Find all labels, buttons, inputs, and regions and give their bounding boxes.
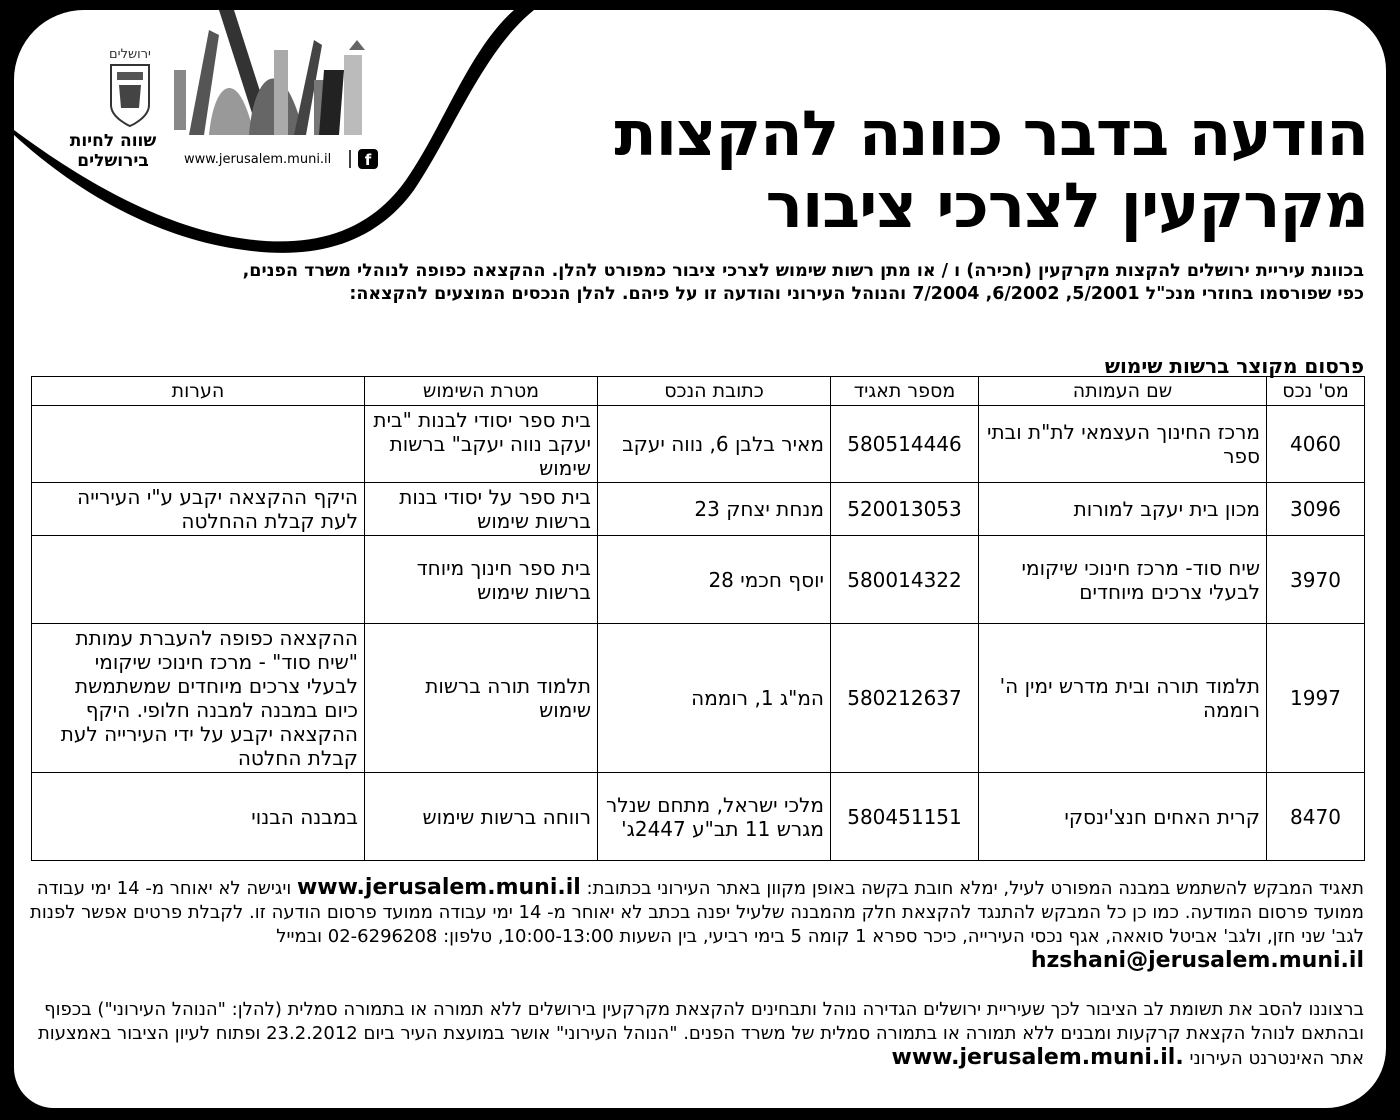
cell-corporation-number: 580212637	[831, 624, 979, 773]
cell-notes	[32, 406, 365, 483]
properties-table-wrapper	[31, 376, 1365, 861]
cell-purpose: תלמוד תורה ברשות שימוש	[365, 624, 598, 773]
intro-paragraph	[34, 260, 1364, 306]
table-row	[32, 624, 1365, 773]
cell-address: יוסף חכמי 28	[598, 536, 831, 624]
cell-association-name: מרכז החינוך העצמאי לת"ת ובתי ספר	[979, 406, 1267, 483]
table-header-row	[32, 377, 1365, 406]
table-heading: פרסום מקוצר ברשות שימוש	[1104, 354, 1364, 378]
col-corporation-number: מספר תאגיד	[831, 377, 979, 406]
col-association-name: שם העמותה	[979, 377, 1267, 406]
logo-city-name: ירושלים	[109, 47, 151, 62]
cell-property-number: 8470	[1267, 773, 1365, 861]
cell-property-number: 4060	[1267, 406, 1365, 483]
application-instructions-paragraph	[29, 876, 1364, 974]
cell-purpose: רווחה ברשות שימוש	[365, 773, 598, 861]
cell-association-name: מכון בית יעקב למורות	[979, 483, 1267, 536]
cell-notes: היקף ההקצאה יקבע ע"י העירייה לעת קבלת ההחלטה	[32, 483, 365, 536]
slogan-line2: בירושלים	[77, 151, 149, 171]
cell-association-name: שיח סוד- מרכז חינוכי שיקומי לבעלי צרכים מיוחדים	[979, 536, 1267, 624]
cell-notes: ההקצאה כפופה להעברת עמותת "שיח סוד" - מרכז חינוכי שיקומי לבעלי צרכים מיוחדים שמשתמשת כיום במבנה למבנה חלופי. היקף ההקצאה יקבע על ידי העירייה לעת קבלת החלטה	[32, 624, 365, 773]
title-line2: מקרקעין לצרכי ציבור	[765, 169, 1368, 242]
cell-address: מנחת יצחק 23	[598, 483, 831, 536]
cell-address: מאיר בלבן 6, נווה יעקב	[598, 406, 831, 483]
cell-address: המ"ג 1, רוממה	[598, 624, 831, 773]
title-line1: הודעה בדבר כוונה להקצות	[614, 97, 1368, 170]
contact-email-link[interactable]: hzshani@jerusalem.muni.il	[1030, 948, 1364, 973]
cell-corporation-number: 580451151	[831, 773, 979, 861]
cell-notes: במבנה הבנוי	[32, 773, 365, 861]
col-property-address: כתובת הנכס	[598, 377, 831, 406]
notice-frame	[14, 10, 1386, 1108]
application-website-link[interactable]: www.jerusalem.muni.il	[296, 875, 581, 900]
col-property-number: מס' נכס	[1267, 377, 1365, 406]
table-row	[32, 536, 1365, 624]
cell-corporation-number: 520013053	[831, 483, 979, 536]
cell-purpose: בית ספר יסודי לבנות "בית יעקב נווה יעקב" ברשות שימוש	[365, 406, 598, 483]
col-notes: הערות	[32, 377, 365, 406]
website-link[interactable]: www.jerusalem.muni.il	[184, 152, 332, 167]
cell-association-name: קרית האחים חנצ'ינסקי	[979, 773, 1267, 861]
cell-purpose: בית ספר על יסודי בנות ברשות שימוש	[365, 483, 598, 536]
cell-address: מלכי ישראל, מתחם שנלר מגרש 11 תב"ע 2447ג'	[598, 773, 831, 861]
slogan-line1: שווה לחיות	[69, 131, 157, 151]
facebook-glyph: f	[364, 151, 372, 169]
procedure-website-link[interactable]: www.jerusalem.muni.il.	[891, 1045, 1184, 1070]
page-title	[548, 98, 1368, 242]
properties-table	[31, 376, 1365, 861]
cell-notes	[32, 536, 365, 624]
table-row	[32, 483, 1365, 536]
cell-property-number: 1997	[1267, 624, 1365, 773]
p1-rest: ויגישה לא יאוחר מ- 14 ימי עבודה ממועד פרסום המודעה. כמו כן כל המבקש להתנגד להקצאת חלק מהמבנה שלעיל יפנה בכתב לא יאוחר מ- 14 ימי עבודה ממועד פרסום הודעה זו. לקבלת פרטים אפשר לפנות לגב' שני חזן, ולגב' אביטל סואאה, אגף נכסי העירייה, כיכר ספרא 1 קומה 5 בימי רביעי, בין השעות 10:00-13:00, טלפון: 02-6296208 ובמייל	[30, 878, 1364, 947]
cell-corporation-number: 580514446	[831, 406, 979, 483]
table-row	[32, 773, 1365, 861]
col-usage-purpose: מטרת השימוש	[365, 377, 598, 406]
cell-association-name: תלמוד תורה ובית מדרש ימין ה' רוממה	[979, 624, 1267, 773]
intro-line1: בכוונת עיריית ירושלים להקצות מקרקעין (חכירה) ו / או מתן רשות שימוש לצרכי ציבור כמפורט להלן. ההקצאה כפופה לנוהלי משרד הפנים,	[242, 261, 1364, 281]
cell-purpose: בית ספר חינוך מיוחד ברשות שימוש	[365, 536, 598, 624]
cell-corporation-number: 580014322	[831, 536, 979, 624]
p2-start: ברצוננו להסב את תשומת לב הציבור לכך שעיריית ירושלים הגדירה נוהל ותבחינים להקצאת מקרקעין בירושלים ללא תמורה או בתמורה סמלית (להלן: "הנוהל העירוני") בכפוף ובהתאם לנוהל הקצאת קרקעות ומבנים ללא תמורה או בתמורה סמלית של משרד הפנים. "הנוהל העירוני" אושר במועצת העיר ביום 23.2.2012 ופתוח לעיון הציבור באמצעות אתר האינטרנט העירוני	[37, 999, 1364, 1069]
p1-start: תאגיד המבקש להשתמש במבנה המפורט לעיל, ימלא חובת בקשה באופן מקוון באתר העירוני בכתובת:	[586, 878, 1364, 899]
cell-property-number: 3096	[1267, 483, 1365, 536]
cell-property-number: 3970	[1267, 536, 1365, 624]
intro-line2: כפי שפורסמו בחוזרי מנכ"ל 5/2001, 6/2002, 7/2004 והנוהל העירוני והודעה זו על פיהם. להלן הנכסים המוצעים להקצאה:	[349, 284, 1364, 304]
table-row	[32, 406, 1365, 483]
municipality-logo-area	[14, 10, 534, 265]
municipal-procedure-paragraph	[29, 998, 1364, 1071]
